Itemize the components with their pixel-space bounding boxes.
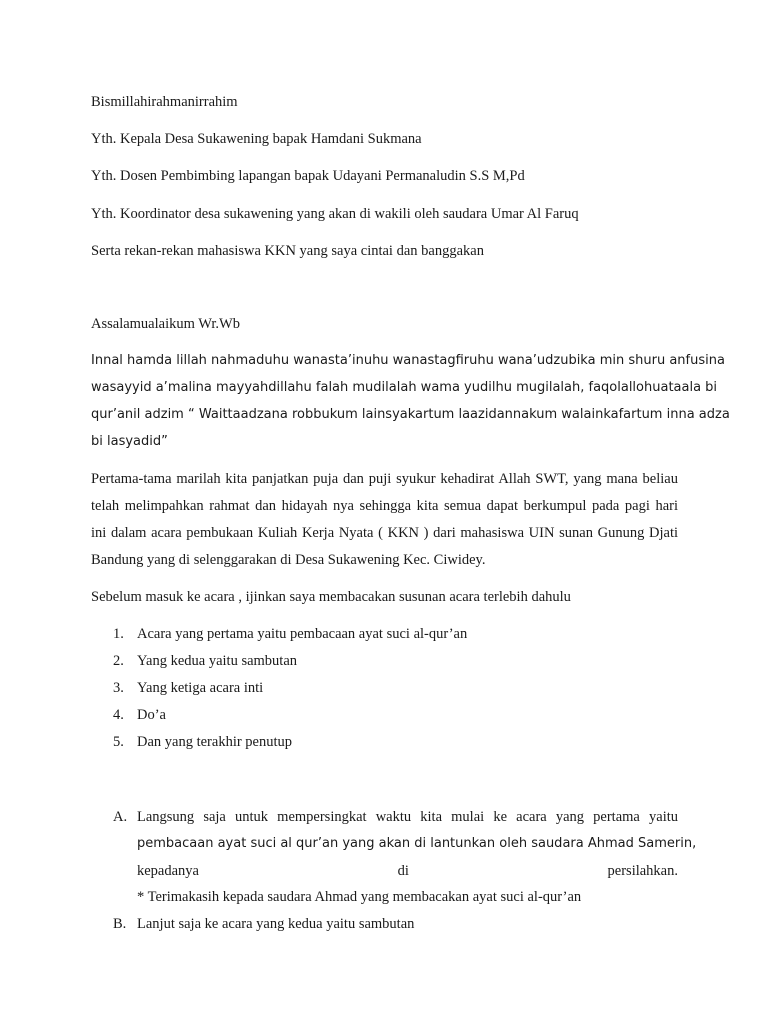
section-a-word: di: [397, 863, 409, 879]
greeting: Assalamualaikum Wr.Wb: [91, 316, 240, 332]
agenda-intro: Sebelum masuk ke acara , ijinkan saya membacakan susunan acara terlebih dahulu: [91, 589, 571, 605]
intro-line: Pertama-tama marilah kita panjatkan puja dan puji syukur kehadirat Allah SWT, yang mana beliau: [91, 471, 678, 487]
prayer-line: Innal hamda lillah nahmaduhu wanasta’inuhu wanastagfiruhu wana’udzubika min shuru anfusina: [91, 353, 725, 368]
agenda-item: Yang ketiga acara inti: [137, 680, 264, 696]
section-b-label: B.: [113, 916, 127, 932]
section-b-line: Lanjut saja ke acara yang kedua yaitu sambutan: [137, 916, 415, 932]
section-a-line: pembacaan ayat suci al qur’an yang akan di lantunkan oleh saudara Ahmad Samerin,: [137, 836, 697, 851]
address-coordinator: Yth. Koordinator desa sukawening yang akan di wakili oleh saudara Umar Al Faruq: [91, 206, 579, 222]
section-a-label: A.: [113, 809, 128, 825]
address-supervisor: Yth. Dosen Pembimbing lapangan bapak Udayani Permanaludin S.S M,Pd: [91, 168, 525, 184]
agenda-number: 2.: [113, 653, 124, 669]
section-a-note: * Terimakasih kepada saudara Ahmad yang membacakan ayat suci al-qur’an: [137, 889, 582, 905]
opening-basmalah: Bismillahirahmanirrahim: [91, 94, 238, 110]
prayer-line: wasayyid a’malina mayyahdillahu falah mudilalah wama yudilhu mugilalah, faqolallohuataala bi: [91, 380, 718, 395]
agenda-number: 4.: [113, 707, 124, 723]
agenda-number: 3.: [113, 680, 124, 696]
section-a-word: kepadanya: [137, 863, 199, 879]
intro-line: Bandung yang di selenggarakan di Desa Sukawening Kec. Ciwidey.: [91, 552, 486, 568]
section-a-line: Langsung saja untuk mempersingkat waktu kita mulai ke acara yang pertama yaitu: [137, 809, 678, 825]
intro-line: ini dalam acara pembukaan Kuliah Kerja Nyata ( KKN ) dari mahasiswa UIN sunan Gunung Djati: [91, 525, 678, 541]
agenda-item: Yang kedua yaitu sambutan: [137, 653, 298, 669]
section-a-word: persilahkan.: [607, 863, 678, 879]
agenda-item: Acara yang pertama yaitu pembacaan ayat suci al-qur’an: [137, 626, 468, 642]
address-students: Serta rekan-rekan mahasiswa KKN yang saya cintai dan banggakan: [91, 243, 484, 259]
agenda-number: 1.: [113, 626, 124, 642]
prayer-line: bi lasyadid”: [91, 434, 168, 449]
agenda-item: Do’a: [137, 707, 166, 723]
agenda-number: 5.: [113, 734, 124, 750]
prayer-line: qur’anil adzim “ Waittaadzana robbukum lainsyakartum laazidannakum walainkafartum inna adza: [91, 407, 730, 422]
section-a-line: [137, 862, 678, 880]
intro-line: telah melimpahkan rahmat dan hidayah nya sehingga kita semua dapat berkumpul pada pagi hari: [91, 498, 678, 514]
agenda-item: Dan yang terakhir penutup: [137, 734, 293, 750]
address-village-head: Yth. Kepala Desa Sukawening bapak Hamdani Sukmana: [91, 131, 422, 147]
